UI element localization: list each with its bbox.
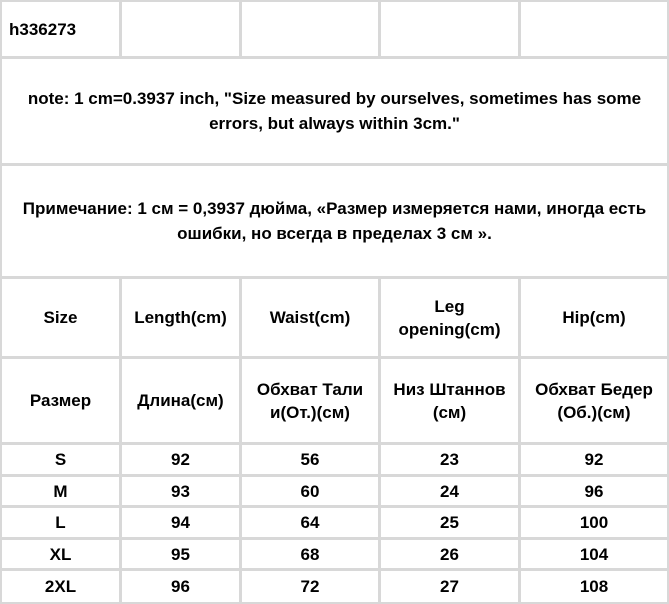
header-ru-size: Размер bbox=[2, 359, 119, 442]
cell-size-m: M bbox=[2, 477, 119, 505]
cell-waist-2xl: 72 bbox=[242, 571, 378, 602]
cell-waist-l: 64 bbox=[242, 508, 378, 537]
cell-length-2xl: 96 bbox=[122, 571, 239, 602]
cell-hip-xl: 104 bbox=[521, 540, 667, 568]
cell-length-m: 93 bbox=[122, 477, 239, 505]
header-en-waist: Waist(cm) bbox=[242, 279, 378, 356]
header-ru-waist: Обхват Тали и(От.)(см) bbox=[242, 359, 378, 442]
cell-size-l: L bbox=[2, 508, 119, 537]
cell-hip-m: 96 bbox=[521, 477, 667, 505]
cell-leg-2xl: 27 bbox=[381, 571, 518, 602]
cell-hip-2xl: 108 bbox=[521, 571, 667, 602]
empty-cell bbox=[242, 2, 378, 56]
cell-hip-s: 92 bbox=[521, 445, 667, 474]
cell-waist-xl: 68 bbox=[242, 540, 378, 568]
cell-leg-l: 25 bbox=[381, 508, 518, 537]
empty-cell bbox=[381, 2, 518, 56]
note-russian: Примечание: 1 см = 0,3937 дюйма, «Размер измеряется нами, иногда есть ошибки, но всегда в пределах 3 см ». bbox=[2, 166, 667, 276]
cell-length-s: 92 bbox=[122, 445, 239, 474]
header-en-hip: Hip(cm) bbox=[521, 279, 667, 356]
cell-waist-s: 56 bbox=[242, 445, 378, 474]
header-en-leg-opening: Leg opening(cm) bbox=[381, 279, 518, 356]
header-ru-leg-opening: Низ Штаннов (см) bbox=[381, 359, 518, 442]
cell-leg-m: 24 bbox=[381, 477, 518, 505]
cell-hip-l: 100 bbox=[521, 508, 667, 537]
header-en-size: Size bbox=[2, 279, 119, 356]
cell-leg-s: 23 bbox=[381, 445, 518, 474]
cell-size-2xl: 2XL bbox=[2, 571, 119, 602]
note-english: note: 1 cm=0.3937 inch, "Size measured by ourselves, sometimes has some errors, but always within 3cm." bbox=[2, 59, 667, 163]
header-ru-hip: Обхват Бедер (Об.)(см) bbox=[521, 359, 667, 442]
empty-cell bbox=[521, 2, 667, 56]
header-en-length: Length(cm) bbox=[122, 279, 239, 356]
cell-size-xl: XL bbox=[2, 540, 119, 568]
product-code: h336273 bbox=[2, 2, 119, 56]
cell-length-l: 94 bbox=[122, 508, 239, 537]
cell-size-s: S bbox=[2, 445, 119, 474]
header-ru-length: Длина(см) bbox=[122, 359, 239, 442]
cell-length-xl: 95 bbox=[122, 540, 239, 568]
cell-waist-m: 60 bbox=[242, 477, 378, 505]
cell-leg-xl: 26 bbox=[381, 540, 518, 568]
empty-cell bbox=[122, 2, 239, 56]
